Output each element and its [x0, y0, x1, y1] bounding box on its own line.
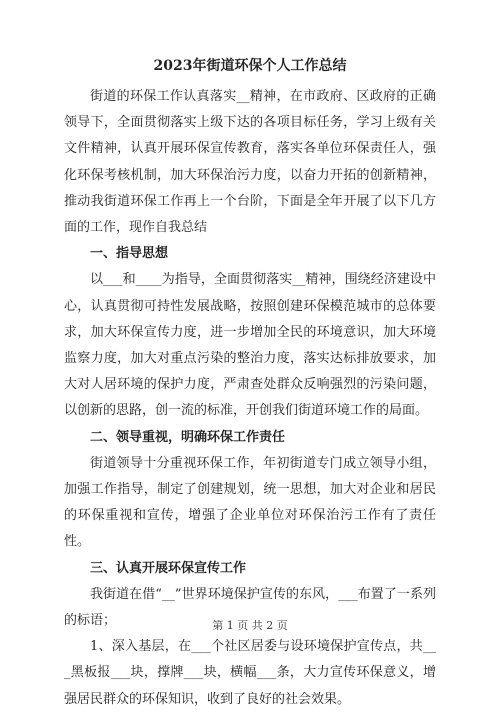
document-title: 2023年街道环保个人工作总结 [153, 58, 347, 74]
section-paragraph: 街道领导十分重视环保工作，年初街道专门成立领导小组，加强工作指导，制定了创建规划，统一思想，加大对企业和居民的环保重视和宣传，增强了企业单位对环保治污工作有了责任性。 [64, 455, 436, 550]
section-paragraph: 我街道在借“__”世界环境保护宣传的东风，___布置了一系列的标语； [64, 586, 436, 629]
section-heading-publicity: 三、认真开展环保宣传工作 [90, 560, 247, 576]
section-heading-guiding-thought: 一、指导思想 [90, 246, 169, 262]
section-paragraph: 以___和____为指导，全面贯彻落实__精神，围绕经济建设中心，认真贯彻可持性发展战略，按照创建环保模范城市的总体要求，加大环保宣传力度，进一步增加全民的环境意识，加大环境监察力度，加大对重点污染的整治力度，落实达标排放要求，加大对人居环境的保护力度，严肃查处群众反响强烈的污染问题，以创新的思路，创一流的标准，开创我们街道环境工作的局面。 [64, 272, 436, 419]
section-heading-leadership: 二、领导重视，明确环保工作责任 [90, 429, 286, 445]
page-number-footer: 第 1 页 共 2 页 [212, 619, 288, 632]
intro-paragraph: 街道的环保工作认真落实__精神，在市政府、区政府的正确领导下，全面贯彻落实上级下达的各项目标任务，学习上级有关文件精神，认真开展环保宣传教育，落实各单位环保责任人，强化环保考核机制，加大环保治污力度，以奋力开拓的创新精神，推动我街道环保工作再上一个台阶，下面是全年开展了以下几方面的工作，现作自我总结 [64, 89, 436, 236]
section-paragraph: 1、深入基层，在___个社区居委与设环境保护宣传点，共___黑板报___块，撑牌___块，横幅___条，大力宣传环保意义，增强居民群众的环保知识，收到了良好的社会效果。 [64, 639, 436, 707]
